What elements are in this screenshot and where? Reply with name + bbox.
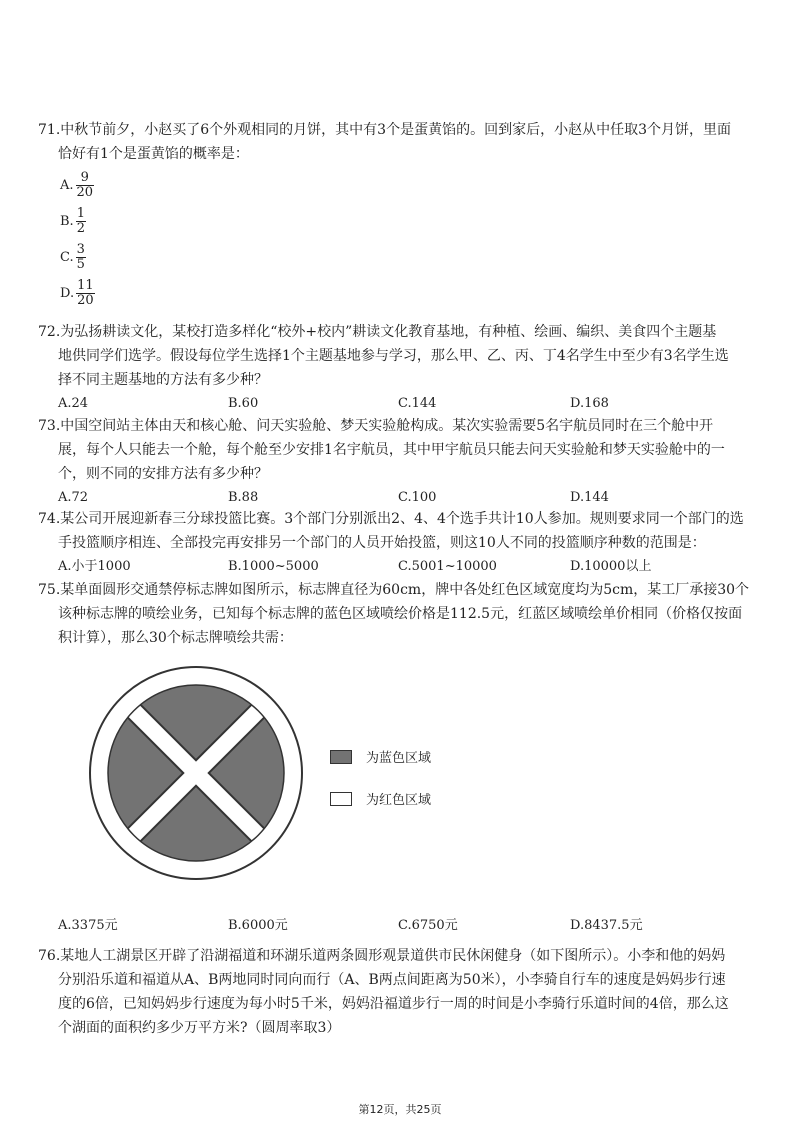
numerator: 9 [80,170,89,185]
question-75-line-2: 该种标志牌的喷绘业务，已知每个标志牌的蓝色区域喷绘价格是112.5元，红蓝区域喷绘单价相同（价格仅按面 [58,606,743,622]
option-d: D.168 [570,396,609,411]
question-71-line-2: 恰好有1个是蛋黄馅的概率是： [58,146,249,162]
legend-blue-swatch [330,750,352,764]
question-73-line-3: 个，则不同的安排方法有多少种？ [58,466,268,482]
question-71-line-1: 71.中秋节前夕，小赵买了6个外观相同的月饼，其中有3个是蛋黄馅的。回到家后，小赵从中任取3个月饼，里面 [38,122,731,138]
numerator: 3 [76,242,85,257]
fraction [76,207,86,236]
numerator: 1 [76,206,85,221]
question-74-line-1: 74.某公司开展迎新春三分球投篮比赛。3个部门分别派出2、4、4个选手共计10人参加。规则要求同一个部门的选 [38,511,744,527]
fraction [76,171,95,200]
question-71 [38,118,768,166]
question-71-option-a [60,171,94,200]
legend-red-swatch [330,792,352,806]
question-71-option-c [60,243,86,272]
fraction [76,279,95,308]
option-c: C.6750元 [398,918,458,933]
option-b: B.6000元 [228,918,288,933]
question-73-line-2: 展，每个人只能去一个舱，每个舱至少安排1名宇航员，其中甲宇航员只能去问天实验舱和梦天实验舱中的一 [58,442,725,458]
option-a: A.小于1000 [58,559,131,574]
option-d: D.8437.5元 [570,918,643,933]
question-76 [38,944,768,1040]
question-72-line-3: 择不同主题基地的方法有多少种？ [58,372,268,388]
question-76-line-4: 个湖面的面积约多少万平方米?（圆周率取3） [58,1020,341,1036]
option-label: D. [60,286,75,301]
question-76-line-1: 76.某地人工湖景区开辟了沿湖福道和环湖乐道两条圆形观景道供市民休闲健身（如下图所示）。小李和他的妈妈 [38,948,726,964]
option-c: C.100 [398,490,437,505]
option-b: B.88 [228,490,259,505]
numerator: 11 [77,278,94,293]
question-75-line-1: 75.某单面圆形交通禁停标志牌如图所示，标志牌直径为60cm，牌中各处红色区域宽度均为5cm，某工厂承接30个 [38,582,750,598]
no-parking-sign-figure [88,665,304,881]
page-footer: 第12页，共25页 [358,1103,442,1116]
question-71-option-d [60,279,95,308]
option-a: A.72 [58,490,89,505]
option-d: D.144 [570,490,609,505]
legend-blue-label: 为蓝色区域 [366,751,432,766]
option-c: C.144 [398,396,437,411]
denominator: 5 [76,257,85,272]
option-b: B.60 [228,396,259,411]
question-76-line-3: 度的6倍，已知妈妈步行速度为每小时5千米，妈妈沿福道步行一周的时间是小李骑行乐道时间的4倍，那么这 [58,996,729,1012]
option-b: B.1000~5000 [228,559,319,574]
question-74-options [38,555,768,579]
question-76-line-2: 分别沿乐道和福道从A、B两地同时同向而行（A、B两点间距离为50米），小李骑自行车的速度是妈妈步行速 [58,972,726,988]
question-72-line-1: 72.为弘扬耕读文化，某校打造多样化“校外+校内”耕读文化教育基地，有种植、绘画、编织、美食四个主题基 [38,324,717,340]
question-75-line-3: 积计算），那么30个标志牌喷绘共需： [58,630,293,646]
question-75-options-wrap [38,914,768,938]
option-c: C.5001~10000 [398,559,497,574]
question-72 [38,320,768,416]
legend-red [330,789,431,808]
option-d: D.10000以上 [570,559,652,574]
question-73-line-1: 73.中国空间站主体由天和核心舱、问天实验舱、梦天实验舱构成。某次实验需要5名宇航员同时在三个舱中开 [38,418,714,434]
option-label: A. [60,178,74,193]
denominator: 2 [76,221,85,236]
question-72-options [38,392,768,416]
option-a: A.3375元 [58,918,118,933]
denominator: 20 [77,293,94,308]
denominator: 20 [76,185,94,200]
question-75-options [38,914,768,938]
legend-red-label: 为红色区域 [366,793,432,808]
option-label: B. [60,214,74,229]
question-75 [38,578,768,650]
legend-blue [330,747,431,766]
fraction [76,243,86,272]
question-74 [38,507,768,579]
question-72-line-2: 地供同学们选学。假设每位学生选择1个主题基地参与学习，那么甲、乙、丙、丁4名学生中至少有3名学生选 [58,348,729,364]
question-74-line-2: 手投篮顺序相连、全部投完再安排另一个部门的人员开始投篮，则这10人不同的投篮顺序种数的范围是： [58,535,706,551]
question-73 [38,414,768,510]
option-a: A.24 [58,396,89,411]
option-label: C. [60,250,74,265]
question-71-option-b [60,207,86,236]
